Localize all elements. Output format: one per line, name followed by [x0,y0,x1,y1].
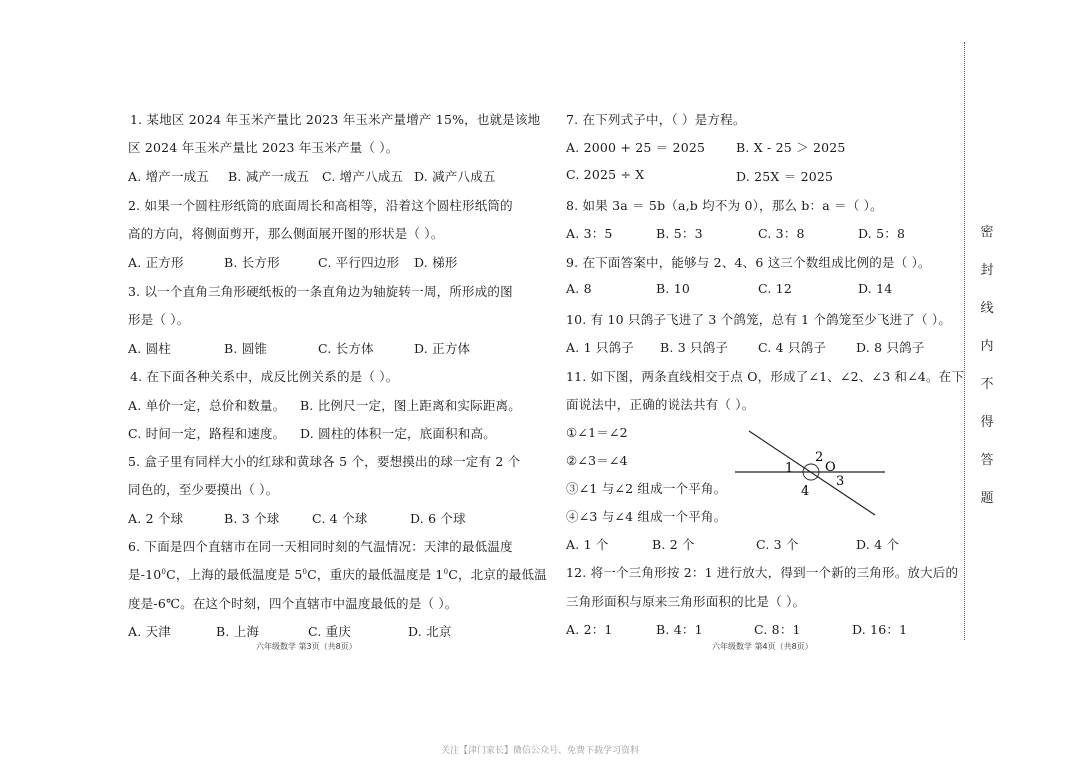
q8-option-b: B. 5：3 [656,226,703,241]
q6-option-d: D. 北京 [408,624,452,639]
seal-char: 题 [980,491,994,506]
watermark-text: 关注【津门家长】微信公众号、免费下载学习资料 [440,746,639,756]
q11-statement-2: ②∠3＝∠4 [566,453,628,468]
q11-option-c: C. 3 个 [756,537,799,552]
seal-char: 密 [980,225,994,240]
q1-option-d: D. 减产八成五 [414,169,496,184]
q11-option-a: A. 1 个 [566,537,609,552]
q9-option-d: D. 14 [858,281,893,296]
q12-option-c: C. 8：1 [754,622,801,637]
q7-option-b: B. X - 25 ＞ 2025 [736,140,846,155]
q7-option-d: D. 25X ＝ 2025 [736,169,834,184]
q8-option-d: D. 5：8 [858,226,906,241]
q12-line2: 三角形面积与原来三角形面积的比是（ ）。 [566,594,806,609]
q6-line1: 6. 下面是四个直辖市在同一天相同时刻的气温情况：天津的最低温度 [128,539,513,554]
q9-option-a: A. 8 [566,281,592,296]
q5-option-b: B. 3 个球 [224,511,280,526]
q6-text-shanghai: C，上海的最低温度是 5 [166,567,303,582]
q4-line1: 4. 在下面各种关系中，成反比例关系的是（ ）。 [130,369,399,384]
q5-line1: 5. 盒子里有同样大小的红球和黄球各 5 个，要想摸出的球一定有 2 个 [128,454,521,469]
angle-label-3: 3 [836,474,845,489]
q3-line1: 3. 以一个直角三角形硬纸板的一条直角边为轴旋转一周，所形成的图 [128,284,513,299]
degree-mark: 0 [302,567,308,576]
q11-line1: 11. 如下图，两条直线相交于点 O，形成了∠1、∠2、∠3 和∠4。在下 [566,369,965,384]
q1-option-b: B. 减产一成五 [228,169,310,184]
q6-line3: 度是-6℃。在这个时刻，四个直辖市中温度最低的是（ ）。 [128,596,458,611]
q11-statement-1: ①∠1＝∠2 [566,425,628,440]
q11-option-d: D. 4 个 [856,537,900,552]
intersecting-lines-diagram [735,428,890,518]
q1-option-c: C. 增产八成五 [322,169,404,184]
q6-text-tianjin: 是-10 [128,567,162,582]
q9-option-c: C. 12 [758,281,792,296]
q2-line1: 2. 如果一个圆柱形纸筒的底面周长和高相等，沿着这个圆柱形纸筒的 [128,198,513,213]
seal-char: 不 [980,377,994,392]
q12-line1: 12. 将一个三角形按 2：1 进行放大，得到一个新的三角形。放大后的 [566,565,959,580]
seal-char: 封 [980,263,994,278]
q11-statement-3: ③∠1 与∠2 组成一个平角。 [566,481,727,496]
seal-char: 得 [980,415,994,430]
q12-option-a: A. 2：1 [566,622,613,637]
q10-option-b: B. 3 只鸽子 [660,340,729,355]
q11-line2: 面说法中，正确的说法共有（ ）。 [566,397,755,412]
q12-option-b: B. 4：1 [656,622,703,637]
q2-option-d: D. 梯形 [414,255,458,270]
point-label-o: O [825,460,836,475]
q8-line1: 8. 如果 3a ＝ 5b（a,b 均不为 0），那么 b：a ＝（ ）。 [566,198,883,213]
q1-line1: 1. 某地区 2024 年玉米产量比 2023 年玉米产量增产 15%，也就是该地 [130,112,541,127]
q3-option-b: B. 圆锥 [224,341,268,356]
q6-text-chongqing: C，重庆的最低温度是 1 [307,567,444,582]
q2-line2: 高的方向，将侧面剪开，那么侧面展开图的形状是（ ）。 [128,226,444,241]
q5-option-c: C. 4 个球 [312,511,368,526]
q2-option-c: C. 平行四边形 [318,255,400,270]
q3-line2: 形是（ ）。 [128,312,190,327]
q6-text-beijing: C，北京的最低温 [448,567,547,582]
q7-option-c: C. 2025 ÷ X [566,167,645,182]
q8-option-c: C. 3：8 [758,226,805,241]
q4-option-b: B. 比例尺一定，图上距离和实际距离。 [300,398,521,413]
q6-option-b: B. 上海 [216,624,260,639]
angle-label-4: 4 [801,484,810,499]
q1-option-a: A. 增产一成五 [128,169,210,184]
q10-option-c: C. 4 只鸽子 [758,340,827,355]
seal-dotted-line [964,42,965,640]
angle-label-1: 1 [785,461,794,476]
q11-option-b: B. 2 个 [652,537,695,552]
q9-line1: 9. 在下面答案中，能够与 2、4、6 这三个数组成比例的是（ ）。 [566,255,931,270]
q7-option-a: A. 2000 + 25 ＝ 2025 [566,140,706,155]
q5-line2: 同色的，至少要摸出（ ）。 [128,482,279,497]
q4-option-c: C. 时间一定，路程和速度。 [128,426,286,441]
left-page-footer: 六年级数学 第3页（共8页） [256,642,357,651]
q9-option-b: B. 10 [656,281,691,296]
q2-option-b: B. 长方形 [224,255,280,270]
diagonal-line [749,431,875,515]
degree-mark: 0 [443,567,449,576]
q3-option-a: A. 圆柱 [128,341,171,356]
seal-char: 线 [980,301,994,316]
degree-mark: 0 [161,567,167,576]
q2-option-a: A. 正方形 [128,255,184,270]
seal-char: 答 [980,453,994,468]
q6-line2 [128,565,547,583]
q11-statement-4: ④∠3 与∠4 组成一个平角。 [566,509,727,524]
seal-char: 内 [980,339,994,354]
q10-line1: 10. 有 10 只鸽子飞进了 3 个鸽笼，总有 1 个鸽笼至少飞进了（ ）。 [566,312,952,327]
q3-option-c: C. 长方体 [318,341,374,356]
q6-option-c: C. 重庆 [308,624,352,639]
q10-option-a: A. 1 只鸽子 [566,340,635,355]
angle-label-2: 2 [815,450,824,465]
q8-option-a: A. 3：5 [566,226,613,241]
q3-option-d: D. 正方体 [414,341,471,356]
q12-option-d: D. 16：1 [852,622,908,637]
q6-option-a: A. 天津 [128,624,171,639]
q4-option-d: D. 圆柱的体积一定，底面积和高。 [300,426,496,441]
q10-option-d: D. 8 只鸽子 [856,340,925,355]
q5-option-d: D. 6 个球 [410,511,466,526]
q4-option-a: A. 单价一定，总价和数量。 [128,398,286,413]
q7-line1: 7. 在下列式子中，（ ）是方程。 [566,112,746,127]
q5-option-a: A. 2 个球 [128,511,184,526]
q1-line2: 区 2024 年玉米产量比 2023 年玉米产量（ ）。 [128,140,399,155]
right-page-footer: 六年级数学 第4页（共8页） [712,642,813,651]
